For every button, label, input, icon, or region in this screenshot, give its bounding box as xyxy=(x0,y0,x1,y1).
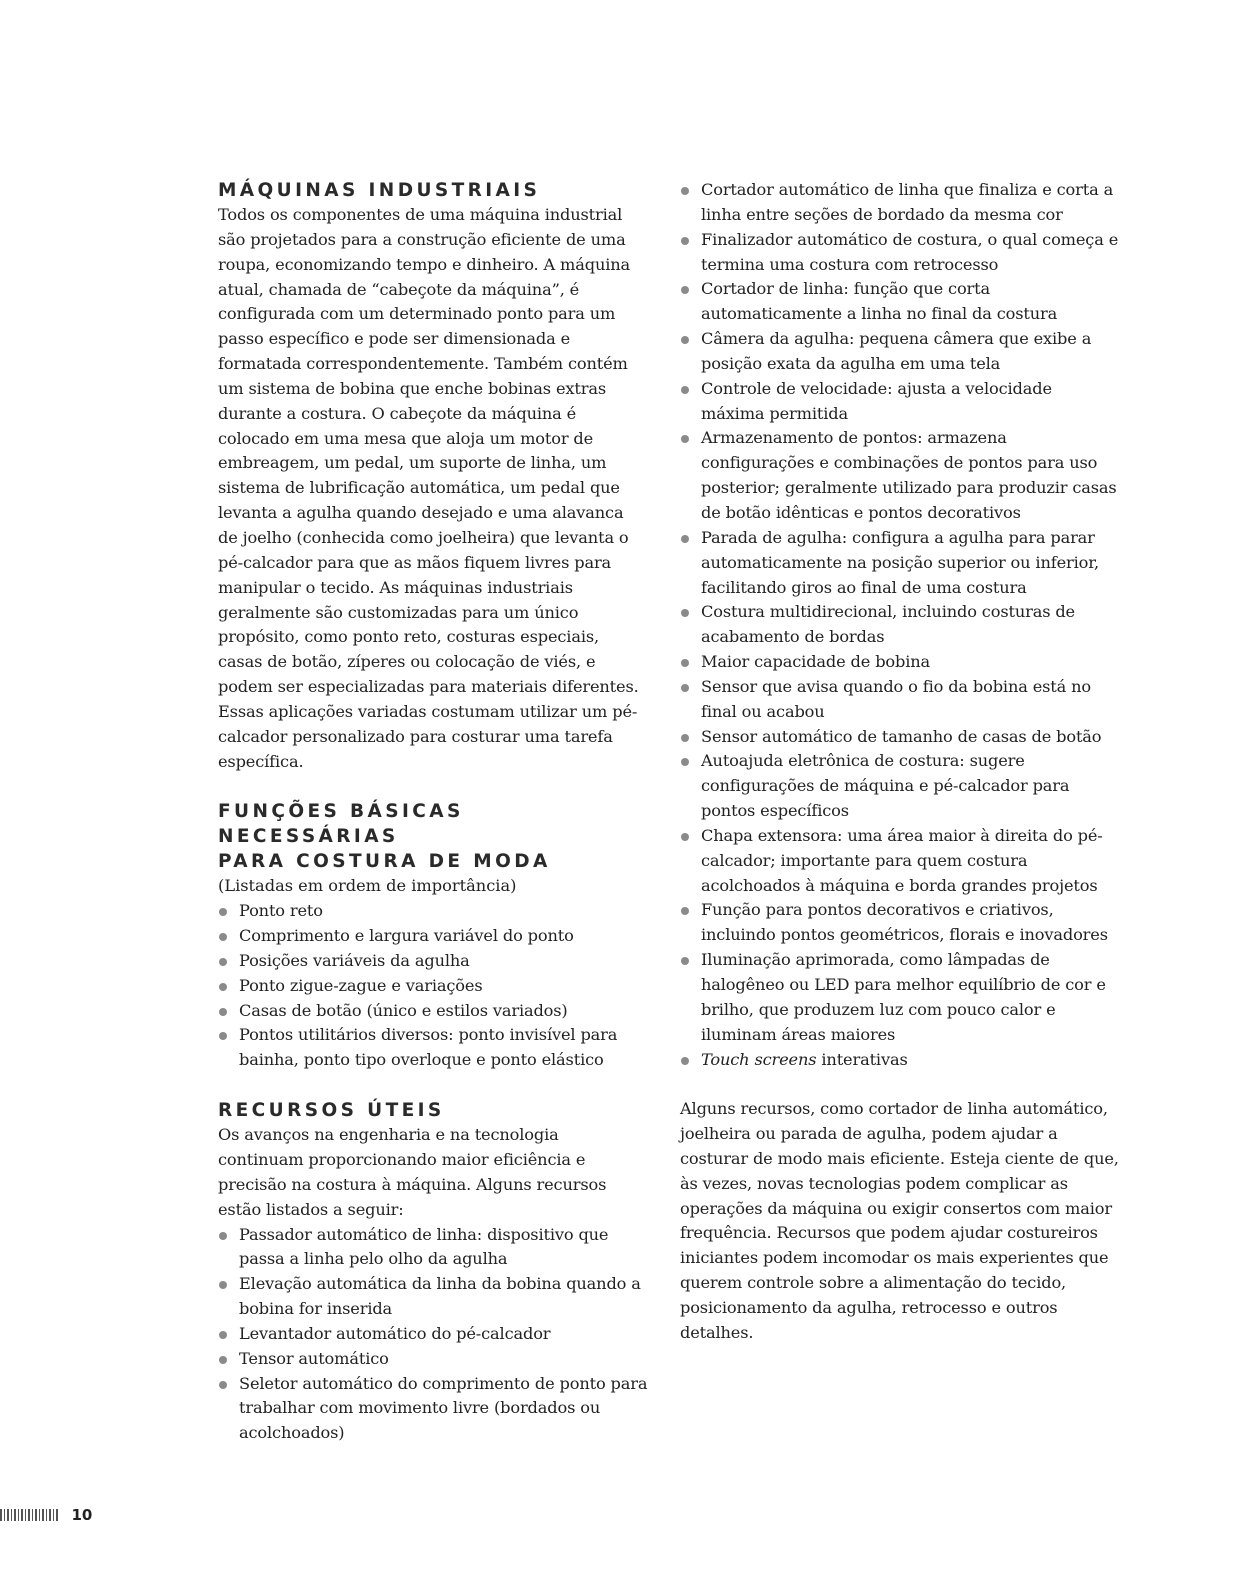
page-number: 10 xyxy=(71,1506,93,1524)
list-item: Finalizador automático de costura, o qual começa e termina uma costura com retrocesso xyxy=(680,228,1120,278)
list-item: Comprimento e largura variável do ponto xyxy=(218,924,648,949)
bullet-icon xyxy=(219,958,227,966)
list-item: Autoajuda eletrônica de costura: sugere configurações de máquina e pé-calcador para pontos específicos xyxy=(680,749,1120,824)
list-item: Posições variáveis da agulha xyxy=(218,949,648,974)
list-item: Tensor automático xyxy=(218,1347,648,1372)
list-item: Touch screens interativas xyxy=(680,1048,1120,1073)
bullet-icon xyxy=(681,907,689,915)
bullet-icon xyxy=(681,386,689,394)
list-item: Parada de agulha: configura a agulha para parar automaticamente na posição superior ou inferior, facilitando giros ao final de uma costura xyxy=(680,526,1120,601)
bullet-icon xyxy=(681,336,689,344)
bullet-icon xyxy=(219,1032,227,1040)
touch-screens-italic: Touch screens xyxy=(701,1049,817,1069)
bullet-icon xyxy=(219,1331,227,1339)
list-item: Passador automático de linha: dispositivo que passa a linha pelo olho da agulha xyxy=(218,1223,648,1273)
list-item: Armazenamento de pontos: armazena configurações e combinações de pontos para uso posterior; geralmente utilizado para produzir casas de botão idênticas e pontos decorativos xyxy=(680,426,1120,525)
bullet-icon xyxy=(681,1057,689,1065)
subheading-ordem-importancia: (Listadas em ordem de importância) xyxy=(218,876,517,896)
heading-funcoes-basicas xyxy=(218,799,648,874)
bullet-icon xyxy=(219,908,227,916)
list-item: Câmera da agulha: pequena câmera que exibe a posição exata da agulha em uma tela xyxy=(680,327,1120,377)
heading-funcoes-basicas-line1: FUNÇÕES BÁSICAS NECESSÁRIAS xyxy=(218,801,464,848)
bullet-icon xyxy=(681,435,689,443)
bullet-icon xyxy=(681,286,689,294)
bullet-icon xyxy=(681,609,689,617)
paragraph-recursos-uteis: Os avanços na engenharia e na tecnologia continuam proporcionando maior eficiência e precisão na costura à máquina. Alguns recursos estão listados a seguir: xyxy=(218,1125,607,1219)
bullet-icon xyxy=(219,1232,227,1240)
list-item: Maior capacidade de bobina xyxy=(680,650,1120,675)
list-item: Controle de velocidade: ajusta a velocidade máxima permitida xyxy=(680,377,1120,427)
paragraph-maquinas-industriais: Todos os componentes de uma máquina industrial são projetados para a construção eficiente de uma roupa, economizando tempo e dinheiro. A máquina atual, chamada de “cabeçote da máquina”, é configurada com um determinado ponto para um passo específico e pode ser dimensionada e formatada correspondentemente. Também contém um sistema de bobina que enche bobinas extras durante a costura. O cabeçote da máquina é colocado em uma mesa que aloja um motor de embreagem, um pedal, um suporte de linha, um sistema de lubrificação automática, um pedal que levanta a agulha quando desejado e uma alavanca de joelho (conhecida como joelheira) que levanta o pé-calcador para que as mãos fiquem livres para manipular o tecido. As máquinas industriais geralmente são customizadas para um único propósito, como ponto reto, costuras especiais, casas de botão, zíperes ou colocação de viés, e podem ser especializadas para materiais diferentes. Essas aplicações variadas costumam utilizar um pé-calcador personalizado para costurar uma tarefa específica. xyxy=(218,205,639,771)
list-item: Chapa extensora: uma área maior à direita do pé-calcador; importante para quem costura acolchoados à máquina e borda grandes projetos xyxy=(680,824,1120,899)
list-item: Elevação automática da linha da bobina quando a bobina for inserida xyxy=(218,1272,648,1322)
bullet-icon xyxy=(681,187,689,195)
right-column xyxy=(680,178,1120,1346)
heading-maquinas-industriais: MÁQUINAS INDUSTRIAIS xyxy=(218,180,541,201)
list-item: Iluminação aprimorada, como lâmpadas de halogêneo ou LED para melhor equilíbrio de cor e brilho, que produzem luz com pouco calor e iluminam áreas maiores xyxy=(680,948,1120,1047)
list-item: Cortador automático de linha que finaliza e corta a linha entre seções de bordado da mesma cor xyxy=(680,178,1120,228)
page-footer xyxy=(0,1505,92,1525)
footer-tick-marks xyxy=(0,1509,58,1521)
list-item: Seletor automático do comprimento de ponto para trabalhar com movimento livre (bordados ou acolchoados) xyxy=(218,1372,648,1447)
list-item: Ponto reto xyxy=(218,899,648,924)
basic-functions-list xyxy=(218,899,648,1073)
bullet-icon xyxy=(219,983,227,991)
bullet-icon xyxy=(681,659,689,667)
heading-recursos-uteis: RECURSOS ÚTEIS xyxy=(218,1100,445,1122)
left-column xyxy=(218,178,648,1446)
bullet-icon xyxy=(681,237,689,245)
bullet-icon xyxy=(681,957,689,965)
bullet-icon xyxy=(219,933,227,941)
list-item: Pontos utilitários diversos: ponto invisível para bainha, ponto tipo overloque e ponto elástico xyxy=(218,1023,648,1073)
list-item: Função para pontos decorativos e criativos, incluindo pontos geométricos, florais e inovadores xyxy=(680,898,1120,948)
list-item: Levantador automático do pé-calcador xyxy=(218,1322,648,1347)
heading-funcoes-basicas-line2: PARA COSTURA DE MODA xyxy=(218,851,551,873)
bullet-icon xyxy=(219,1008,227,1016)
list-item: Sensor automático de tamanho de casas de botão xyxy=(680,725,1120,750)
list-item: Cortador de linha: função que corta automaticamente a linha no final da costura xyxy=(680,277,1120,327)
bullet-icon xyxy=(681,833,689,841)
features-list-left xyxy=(218,1223,648,1447)
list-item: Sensor que avisa quando o fio da bobina está no final ou acabou xyxy=(680,675,1120,725)
list-item: Ponto zigue-zague e variações xyxy=(218,974,648,999)
bullet-icon xyxy=(219,1281,227,1289)
list-item: Costura multidirecional, incluindo costuras de acabamento de bordas xyxy=(680,600,1120,650)
closing-paragraph: Alguns recursos, como cortador de linha automático, joelheira ou parada de agulha, podem ajudar a costurar de modo mais eficiente. Esteja ciente de que, às vezes, novas tecnologias podem complicar as operações da máquina ou exigir consertos com maior frequência. Recursos que podem ajudar costureiros iniciantes podem incomodar os mais experientes que querem controle sobre a alimentação do tecido, posicionamento da agulha, retrocesso e outros detalhes. xyxy=(680,1099,1119,1342)
bullet-icon xyxy=(219,1381,227,1389)
list-item: Casas de botão (único e estilos variados) xyxy=(218,999,648,1024)
bullet-icon xyxy=(681,758,689,766)
bullet-icon xyxy=(681,684,689,692)
bullet-icon xyxy=(681,535,689,543)
bullet-icon xyxy=(681,734,689,742)
features-list-right xyxy=(680,178,1120,1072)
bullet-icon xyxy=(219,1356,227,1364)
